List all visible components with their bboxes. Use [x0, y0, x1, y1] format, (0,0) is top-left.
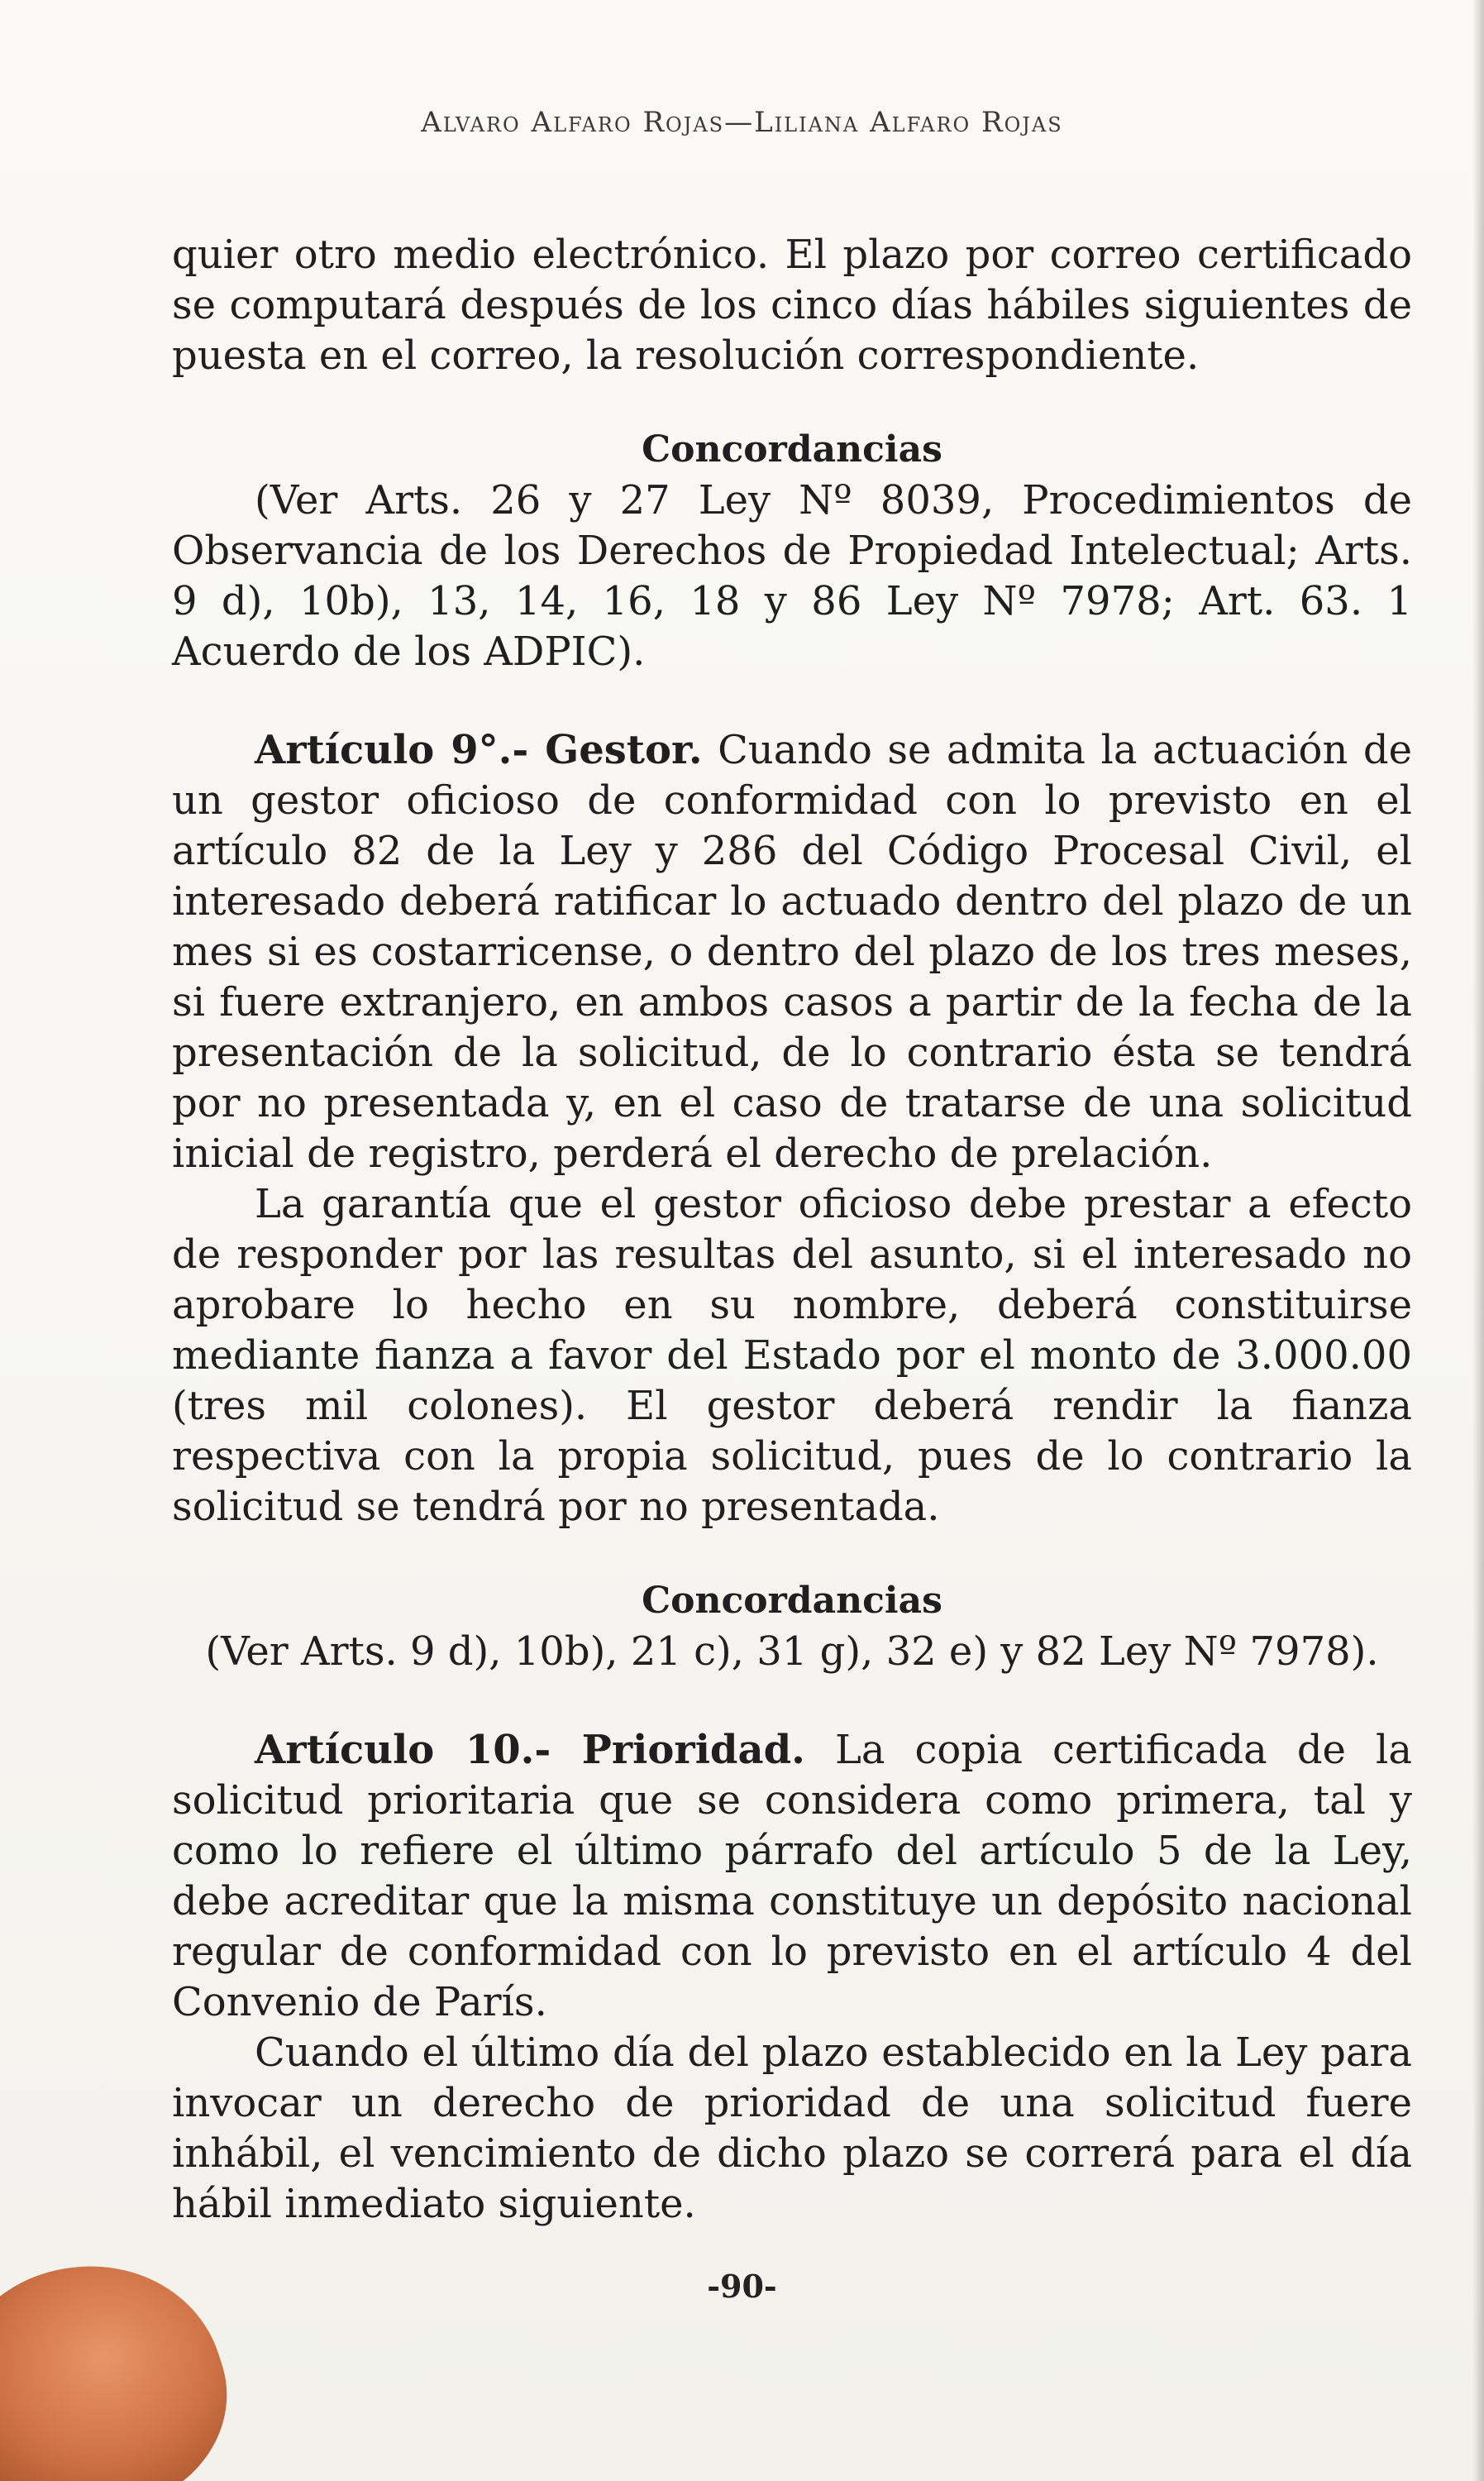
concordancias-title-1: Concordancias — [642, 428, 942, 471]
article-9-paragraph-2: La garantía que el gestor oficioso debe prestar a efecto de responder por las resultas del asunto, si el interesado no aprobare lo hecho en su nombre, deberá constituirse mediante fianza a favor del Estado por el monto de 3.000.00 (tres mil colones). El gestor deberá rendir la fianza respectiva con la propia solicitud, pues de lo contrario la solicitud se tendrá por no presentada. — [172, 1181, 1412, 1530]
article-10-paragraph-2: Cuando el último día del plazo establecido en la Ley para invocar un derecho de prioridad de una solicitud fuere inhábil, el vencimiento de dicho plazo se correrá para el día hábil inmediato siguiente. — [172, 2029, 1412, 2227]
concordancias-text-1: (Ver Arts. 26 y 27 Ley Nº 8039, Procedimientos de Observancia de los Derechos de Propiedad Intelectual; Arts. 9 d), 10b), 13, 14, 16, 18 y 86 Ley Nº 7978; Art. 63. 1 Acuerdo de los ADPIC). — [172, 477, 1412, 675]
spacer — [172, 677, 1412, 725]
page-number: -90- — [707, 2268, 777, 2305]
article-10-text-1: La copia certificada de la solicitud prioritaria que se considera como primera, tal y como lo refiere el último párrafo del artículo 5 de la Ley, debe acreditar que la misma constituye un depósito nacional regular de conformidad con lo previsto en el artículo 4 del Convenio de París. — [172, 1727, 1412, 2025]
concordancias-text-2: (Ver Arts. 9 d), 10b), 21 c), 31 g), 32 e) y 82 Ley Nº 7978). — [205, 1628, 1379, 1675]
running-header: Alvaro Alfaro Rojas—Liliana Alfaro Rojas — [421, 106, 1063, 139]
concordancias-title-2: Concordancias — [642, 1580, 942, 1622]
intro-paragraph: quier otro medio electrónico. El plazo por correo certificado se computará después de los cinco días hábiles siguientes de puesta en el correo, la resolución correspondiente. — [172, 232, 1412, 379]
article-9-text-1: Cuando se admita la actuación de un gestor oficioso de conformidad con lo previsto en el artículo 82 de la Ley y 286 del Código Procesal Civil, el interesado deberá ratificar lo actuado dentro del plazo de un mes si es costarricense, o dentro del plazo de los tres meses, si fuere extranjero, en ambos casos a partir de la fecha de la presentación de la solicitud, de lo contrario ésta se tendrá por no presentada y, en el caso de tratarse de una solicitud inicial de registro, perderá el derecho de prelación. — [172, 727, 1412, 1177]
article-10-paragraph-1 — [172, 1725, 1412, 2028]
article-10-heading: Artículo 10.- Prioridad. — [255, 1727, 805, 1773]
article-9-heading: Artículo 9°.- Gestor. — [255, 727, 703, 773]
page-body — [172, 230, 1412, 2230]
page-edge-shadow — [1472, 0, 1484, 2481]
article-9-paragraph-1 — [172, 725, 1412, 1179]
spacer — [172, 1677, 1412, 1725]
